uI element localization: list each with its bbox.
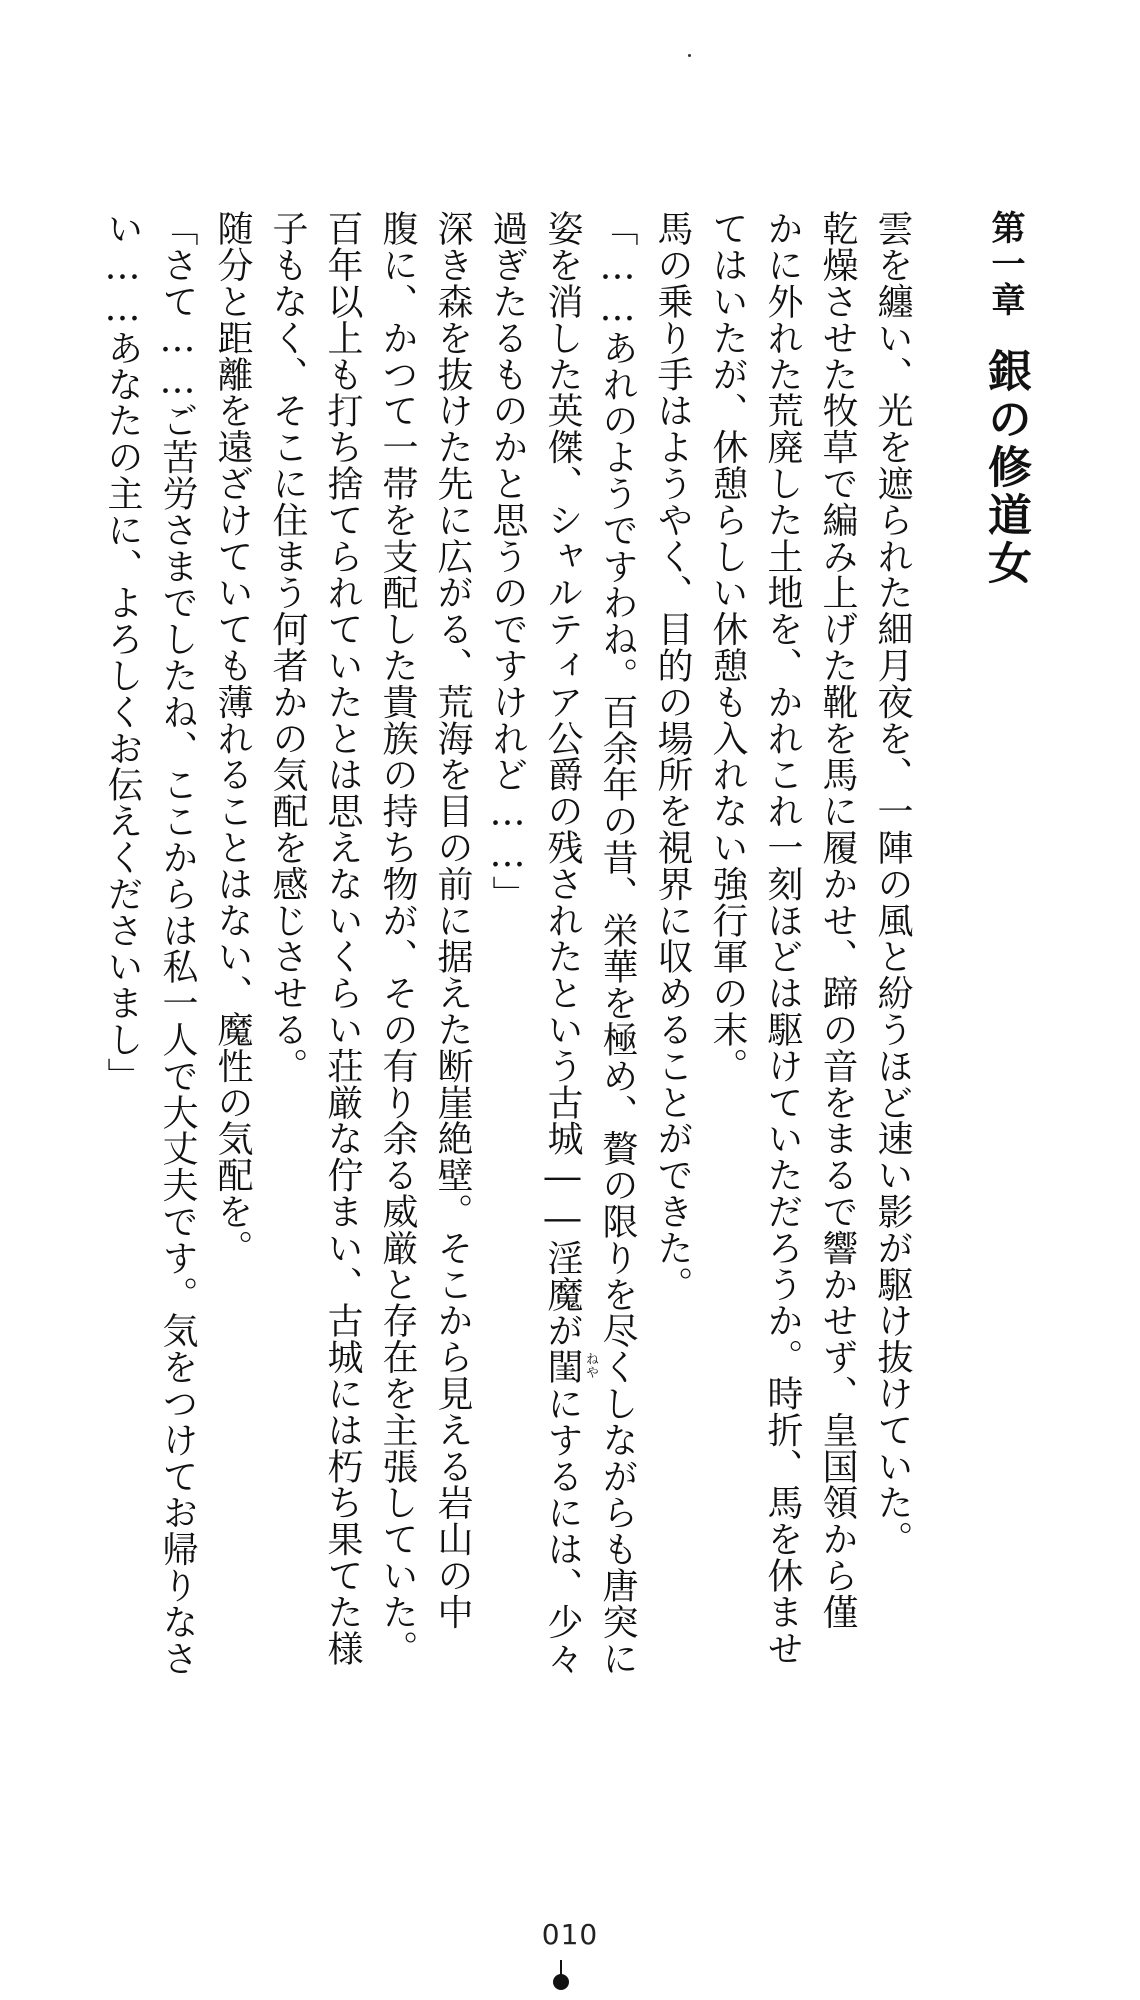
text-line: 馬の乗り手はようやく、目的の場所を視界に収めることができた。 — [652, 210, 693, 1302]
chapter-heading — [970, 210, 1040, 1810]
text-line: 「……あれのようですわね。百余年の昔、栄華を極め、贅の限りを尽くしながらも唐突に — [597, 210, 638, 1677]
page-marker-dot — [553, 1974, 569, 1990]
text-line: 深き森を抜けた先に広がる、荒海を目の前に据えた断崖絶壁。そこから見える岩山の中 — [432, 210, 473, 1630]
chapter-title: 銀の修道女 — [980, 348, 1031, 588]
top-mark — [688, 54, 691, 57]
text-line: かに外れた荒廃した土地を、かれこれ一刻ほどは駆けていただろうか。時折、馬を休ませ — [762, 210, 803, 1666]
text-line: 百年以上も打ち捨てられていたとは思えないくらい荘厳な佇まい、古城には朽ち果てた様 — [322, 210, 363, 1666]
text-line: 腹に、かつて一帯を支配した貴族の持ち物が、その有り余る威厳と存在を主張していた。 — [377, 210, 418, 1666]
text-line: 姿を消した英傑、シャルティア公爵の残されたという古城――淫魔が閨 ねや にするには、少々 — [542, 210, 598, 1677]
page-number: 010 — [541, 1918, 599, 1951]
text-line: 子もなく、そこに住まう何者かの気配を感じさせる。 — [267, 210, 308, 1084]
text-line: 「さて……ご苦労さまでしたね、ここからは私一人で大丈夫です。気をつけてお帰りなさ — [157, 210, 198, 1676]
text-line: 雲を纏い、光を遮られた細月夜を、一陣の風と紛うほど速い影が駆け抜けていた。 — [872, 210, 913, 1557]
text-line: 乾燥させた牧草で編み上げた靴を馬に履かせ、蹄の音をまるで響かせず、皇国領から僅 — [817, 210, 858, 1630]
vertical-text-block — [95, 210, 1040, 1810]
ruby-base: 閨 ねや — [542, 1348, 598, 1385]
text-line: い……あなたの主に、よろしくお伝えくださいまし」 — [102, 210, 143, 1094]
ruby-reading: ねや — [583, 1352, 598, 1380]
text-line: てはいたが、休憩らしい休憩も入れない強行軍の末。 — [707, 210, 748, 1084]
heading-spacer — [920, 210, 950, 1810]
chapter-number: 第一章 — [985, 210, 1025, 318]
text-line: 随分と距離を遠ざけていても薄れることはない、魔性の気配を。 — [212, 210, 253, 1266]
text-line: 過ぎたるものかと思うのですけれど……」 — [487, 210, 528, 912]
